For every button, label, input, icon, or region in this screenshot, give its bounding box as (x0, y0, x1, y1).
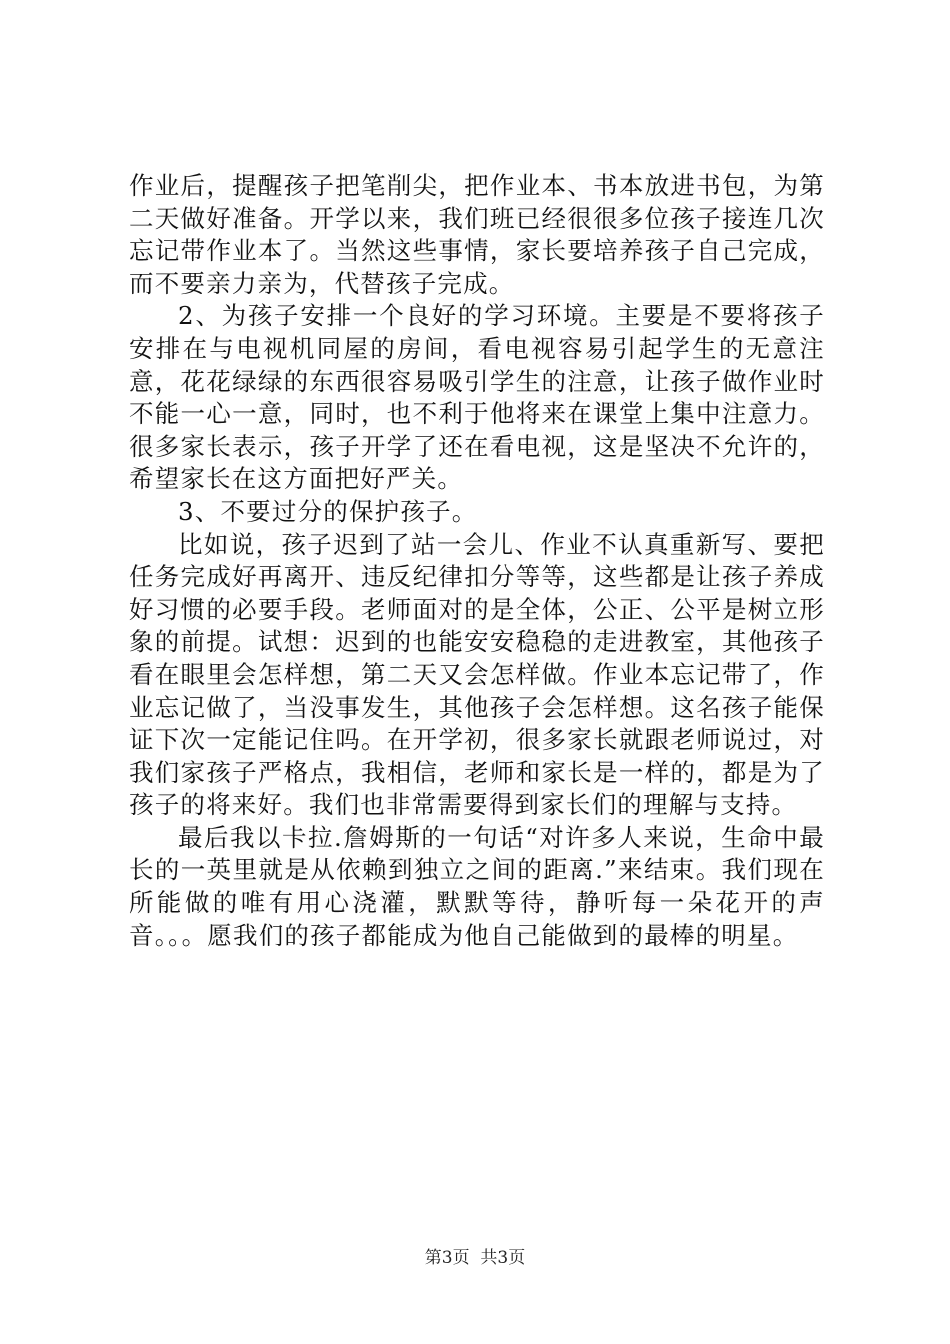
paragraph-examples: 比如说，孩子迟到了站一会儿、作业不认真重新写、要把任务完成好再离开、违反纪律扣分等等，这些都是让孩子养成好习惯的必要手段。老师面对的是全体，公正、公平是树立形象的前提。试想：迟到的也能安安稳稳的走进教室，其他孩子看在眼里会怎样想，第二天又会怎样做。作业本忘记带了，作业忘记做了，当没事发生，其他孩子会怎样想。这名孩子能保证下次一定能记住吗。在开学初，很多家长就跟老师说过，对我们家孩子严格点，我相信，老师和家长是一样的，都是为了孩子的将来好。我们也非常需要得到家长们的理解与支持。 (129, 529, 825, 820)
paragraph-study-environment: 2、为孩子安排一个良好的学习环境。主要是不要将孩子安排在与电视机同屋的房间，看电视容易引起学生的无意注意，花花绿绿的东西很容易吸引学生的注意，让孩子做作业时不能一心一意，同时，也不利于他将来在课堂上集中注意力。很多家长表示，孩子开学了还在看电视，这是坚决不允许的，希望家长在这方面把好严关。 (129, 301, 825, 494)
page-footer (0, 1243, 950, 1268)
document-body (129, 170, 825, 952)
paragraph-conclusion: 最后我以卡拉.詹姆斯的一句话“对许多人来说，生命中最长的一英里就是从依赖到独立之间的距离.”来结束。我们现在所能做的唯有用心浇灌，默默等待，静听每一朵花开的声音。。。愿我们的孩子都能成为他自己能做到的最棒的明星。 (129, 822, 825, 950)
page-number: 第3页 共3页 (424, 1248, 526, 1268)
paragraph-no-overprotection: 3、不要过分的保护孩子。 (178, 496, 478, 526)
paragraph-homework-prep: 作业后，提醒孩子把笔削尖，把作业本、书本放进书包，为第二天做好准备。开学以来，我们班已经很很多位孩子接连几次忘记带作业本了。当然这些事情，家长要培养孩子自己完成，而不要亲力亲为，代替孩子完成。 (129, 171, 825, 298)
